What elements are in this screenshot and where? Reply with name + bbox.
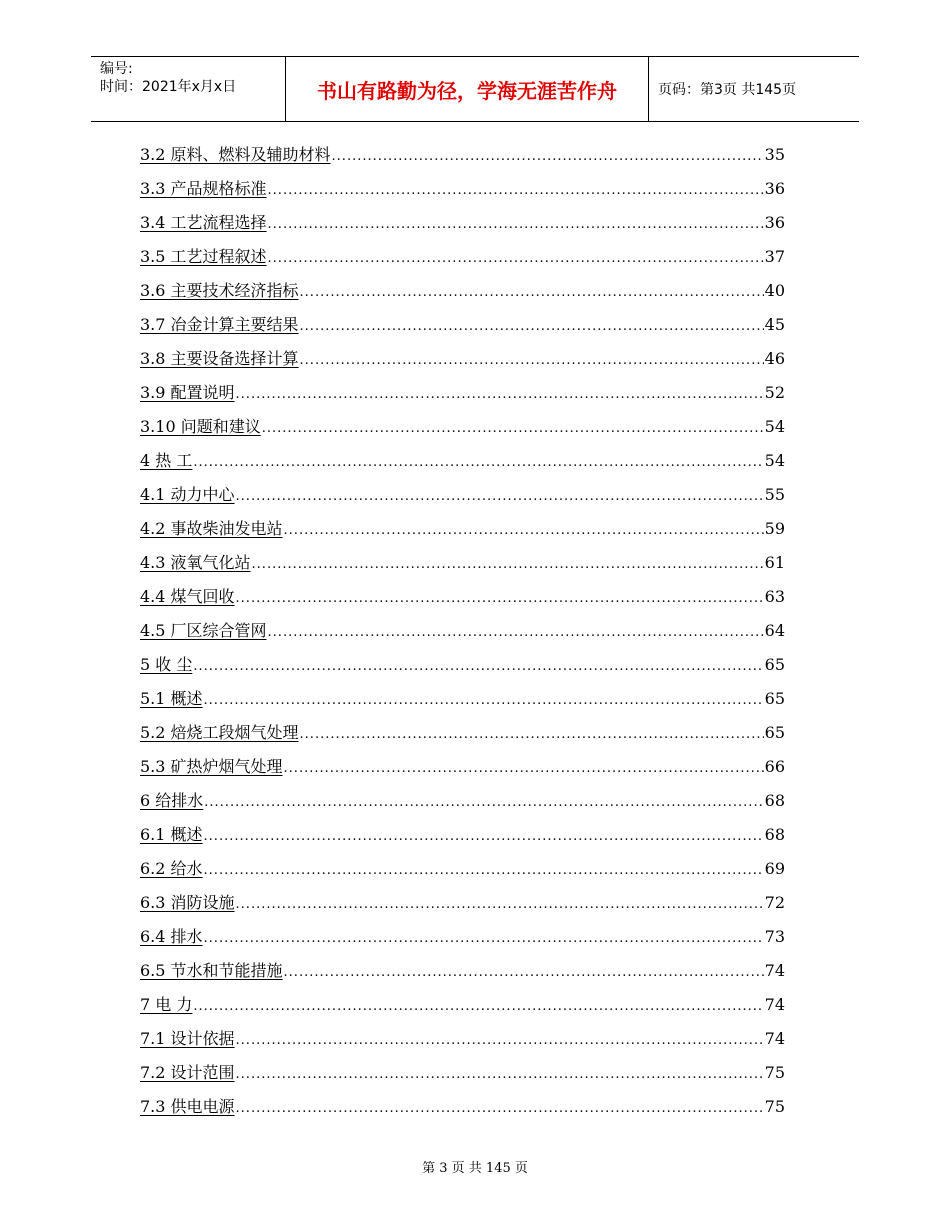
toc-entry-page-number: 54 — [764, 451, 785, 470]
header-info-cell — [91, 57, 286, 121]
toc-entry-page-number: 65 — [764, 655, 785, 674]
toc-entry[interactable] — [140, 1094, 785, 1128]
toc-entry-page-number: 74 — [764, 961, 785, 980]
table-of-contents — [140, 142, 785, 1128]
toc-entry-title[interactable]: 4.5 厂区综合管网 — [140, 621, 267, 640]
time-label: 时间：2021年x月x日 — [100, 79, 237, 95]
toc-entry-title[interactable]: 3.5 工艺过程叙述 — [140, 247, 267, 266]
toc-dot-leader — [193, 450, 763, 476]
toc-entry[interactable] — [140, 380, 785, 414]
toc-entry-title[interactable]: 6.5 节水和节能措施 — [140, 961, 283, 980]
toc-dot-leader — [193, 994, 763, 1020]
toc-entry[interactable] — [140, 1026, 785, 1060]
toc-entry-page-number: 68 — [764, 825, 785, 844]
toc-entry-title[interactable]: 3.3 产品规格标准 — [140, 179, 267, 198]
toc-entry-title[interactable]: 3.7 冶金计算主要结果 — [140, 315, 299, 334]
toc-entry-title[interactable]: 7.1 设计依据 — [140, 1029, 235, 1048]
toc-entry-title[interactable]: 7 电 力 — [140, 995, 193, 1014]
toc-entry-title[interactable]: 3.2 原料、燃料及辅助材料 — [140, 145, 331, 164]
toc-entry-page-number: 66 — [764, 757, 785, 776]
toc-dot-leader — [236, 586, 764, 612]
toc-entry-title[interactable]: 7.2 设计范围 — [140, 1063, 235, 1082]
toc-entry[interactable] — [140, 176, 785, 210]
toc-entry[interactable] — [140, 482, 785, 516]
toc-entry-page-number: 63 — [764, 587, 785, 606]
toc-dot-leader — [262, 416, 764, 442]
toc-entry-title[interactable]: 3.6 主要技术经济指标 — [140, 281, 299, 300]
toc-entry-page-number: 69 — [764, 859, 785, 878]
toc-entry-page-number: 37 — [764, 247, 785, 266]
number-label: 编号: — [100, 61, 133, 77]
toc-entry-title[interactable]: 6.1 概述 — [140, 825, 203, 844]
toc-entry[interactable] — [140, 754, 785, 788]
toc-entry-page-number: 61 — [764, 553, 785, 572]
header-page-label: 页码：第3页 共145页 — [658, 82, 797, 98]
toc-dot-leader — [236, 1062, 764, 1088]
toc-entry[interactable] — [140, 584, 785, 618]
toc-entry-page-number: 55 — [764, 485, 785, 504]
toc-entry[interactable] — [140, 924, 785, 958]
toc-entry-title[interactable]: 4.1 动力中心 — [140, 485, 235, 504]
toc-entry-page-number: 75 — [764, 1063, 785, 1082]
toc-dot-leader — [300, 314, 764, 340]
toc-entry-title[interactable]: 4.3 液氧气化站 — [140, 553, 251, 572]
toc-entry-page-number: 74 — [764, 1029, 785, 1048]
toc-entry-title[interactable]: 4.4 煤气回收 — [140, 587, 235, 606]
toc-dot-leader — [268, 178, 764, 204]
toc-entry-page-number: 40 — [764, 281, 785, 300]
toc-entry[interactable] — [140, 856, 785, 890]
toc-dot-leader — [268, 246, 764, 272]
toc-entry-title[interactable]: 3.4 工艺流程选择 — [140, 213, 267, 232]
toc-entry[interactable] — [140, 958, 785, 992]
toc-entry-page-number: 35 — [764, 145, 785, 164]
toc-entry-title[interactable]: 5.2 焙烧工段烟气处理 — [140, 723, 299, 742]
toc-dot-leader — [204, 824, 764, 850]
toc-entry-page-number: 36 — [764, 179, 785, 198]
toc-entry[interactable] — [140, 618, 785, 652]
toc-entry-page-number: 73 — [764, 927, 785, 946]
toc-entry-page-number: 36 — [764, 213, 785, 232]
toc-dot-leader — [268, 620, 764, 646]
toc-dot-leader — [284, 960, 764, 986]
toc-dot-leader — [236, 1096, 764, 1122]
toc-dot-leader — [204, 688, 764, 714]
toc-entry[interactable] — [140, 652, 785, 686]
toc-entry[interactable] — [140, 414, 785, 448]
toc-entry[interactable] — [140, 516, 785, 550]
toc-dot-leader — [193, 654, 763, 680]
toc-entry-page-number: 68 — [764, 791, 785, 810]
toc-dot-leader — [332, 144, 764, 170]
toc-dot-leader — [236, 484, 764, 510]
toc-entry[interactable] — [140, 550, 785, 584]
toc-dot-leader — [236, 892, 764, 918]
toc-entry[interactable] — [140, 822, 785, 856]
header-page-cell — [649, 57, 859, 121]
toc-dot-leader — [300, 280, 764, 306]
toc-entry[interactable] — [140, 312, 785, 346]
toc-entry[interactable] — [140, 244, 785, 278]
toc-entry-title[interactable]: 6 给排水 — [140, 791, 204, 810]
toc-entry-title[interactable]: 5 收 尘 — [140, 655, 193, 674]
toc-entry-page-number: 59 — [764, 519, 785, 538]
toc-entry-page-number: 75 — [764, 1097, 785, 1116]
toc-entry-page-number: 52 — [764, 383, 785, 402]
toc-dot-leader — [268, 212, 764, 238]
toc-dot-leader — [204, 790, 763, 816]
toc-entry[interactable] — [140, 142, 785, 176]
toc-entry-page-number: 54 — [764, 417, 785, 436]
toc-entry-title[interactable]: 3.10 问题和建议 — [140, 417, 261, 436]
page-footer — [0, 1157, 950, 1176]
toc-entry[interactable] — [140, 720, 785, 754]
toc-dot-leader — [236, 1028, 764, 1054]
toc-entry[interactable] — [140, 686, 785, 720]
toc-entry[interactable] — [140, 210, 785, 244]
toc-entry[interactable] — [140, 992, 785, 1026]
toc-entry-page-number: 64 — [764, 621, 785, 640]
toc-entry-title[interactable]: 6.3 消防设施 — [140, 893, 235, 912]
toc-entry-title[interactable]: 4 热 工 — [140, 451, 193, 470]
toc-dot-leader — [252, 552, 764, 578]
toc-dot-leader — [204, 926, 764, 952]
toc-entry-page-number: 65 — [764, 689, 785, 708]
toc-dot-leader — [204, 858, 764, 884]
toc-entry[interactable] — [140, 890, 785, 924]
toc-entry-page-number: 65 — [764, 723, 785, 742]
toc-dot-leader — [300, 722, 764, 748]
toc-entry-page-number: 45 — [764, 315, 785, 334]
motto-text: 书山有路勤为径，学海无涯苦作舟 — [317, 78, 617, 103]
toc-entry-title[interactable]: 6.4 排水 — [140, 927, 203, 946]
toc-entry-title[interactable]: 3.9 配置说明 — [140, 383, 235, 402]
header-motto-cell — [286, 57, 649, 121]
toc-entry[interactable] — [140, 346, 785, 380]
toc-entry-title[interactable]: 5.3 矿热炉烟气处理 — [140, 757, 283, 776]
toc-entry-title[interactable]: 7.3 供电电源 — [140, 1097, 235, 1116]
toc-entry-title[interactable]: 4.2 事故柴油发电站 — [140, 519, 283, 538]
toc-entry-page-number: 72 — [764, 893, 785, 912]
toc-entry-page-number: 46 — [764, 349, 785, 368]
toc-entry-title[interactable]: 6.2 给水 — [140, 859, 203, 878]
toc-entry-title[interactable]: 5.1 概述 — [140, 689, 203, 708]
toc-entry[interactable] — [140, 448, 785, 482]
document-header — [91, 56, 859, 122]
toc-entry[interactable] — [140, 1060, 785, 1094]
toc-dot-leader — [300, 348, 764, 374]
toc-dot-leader — [284, 756, 764, 782]
toc-entry-title[interactable]: 3.8 主要设备选择计算 — [140, 349, 299, 368]
toc-entry[interactable] — [140, 278, 785, 312]
toc-entry-page-number: 74 — [764, 995, 785, 1014]
toc-dot-leader — [284, 518, 764, 544]
footer-page-text: 第 3 页 共 145 页 — [422, 1161, 528, 1176]
toc-dot-leader — [236, 382, 764, 408]
toc-entry[interactable] — [140, 788, 785, 822]
